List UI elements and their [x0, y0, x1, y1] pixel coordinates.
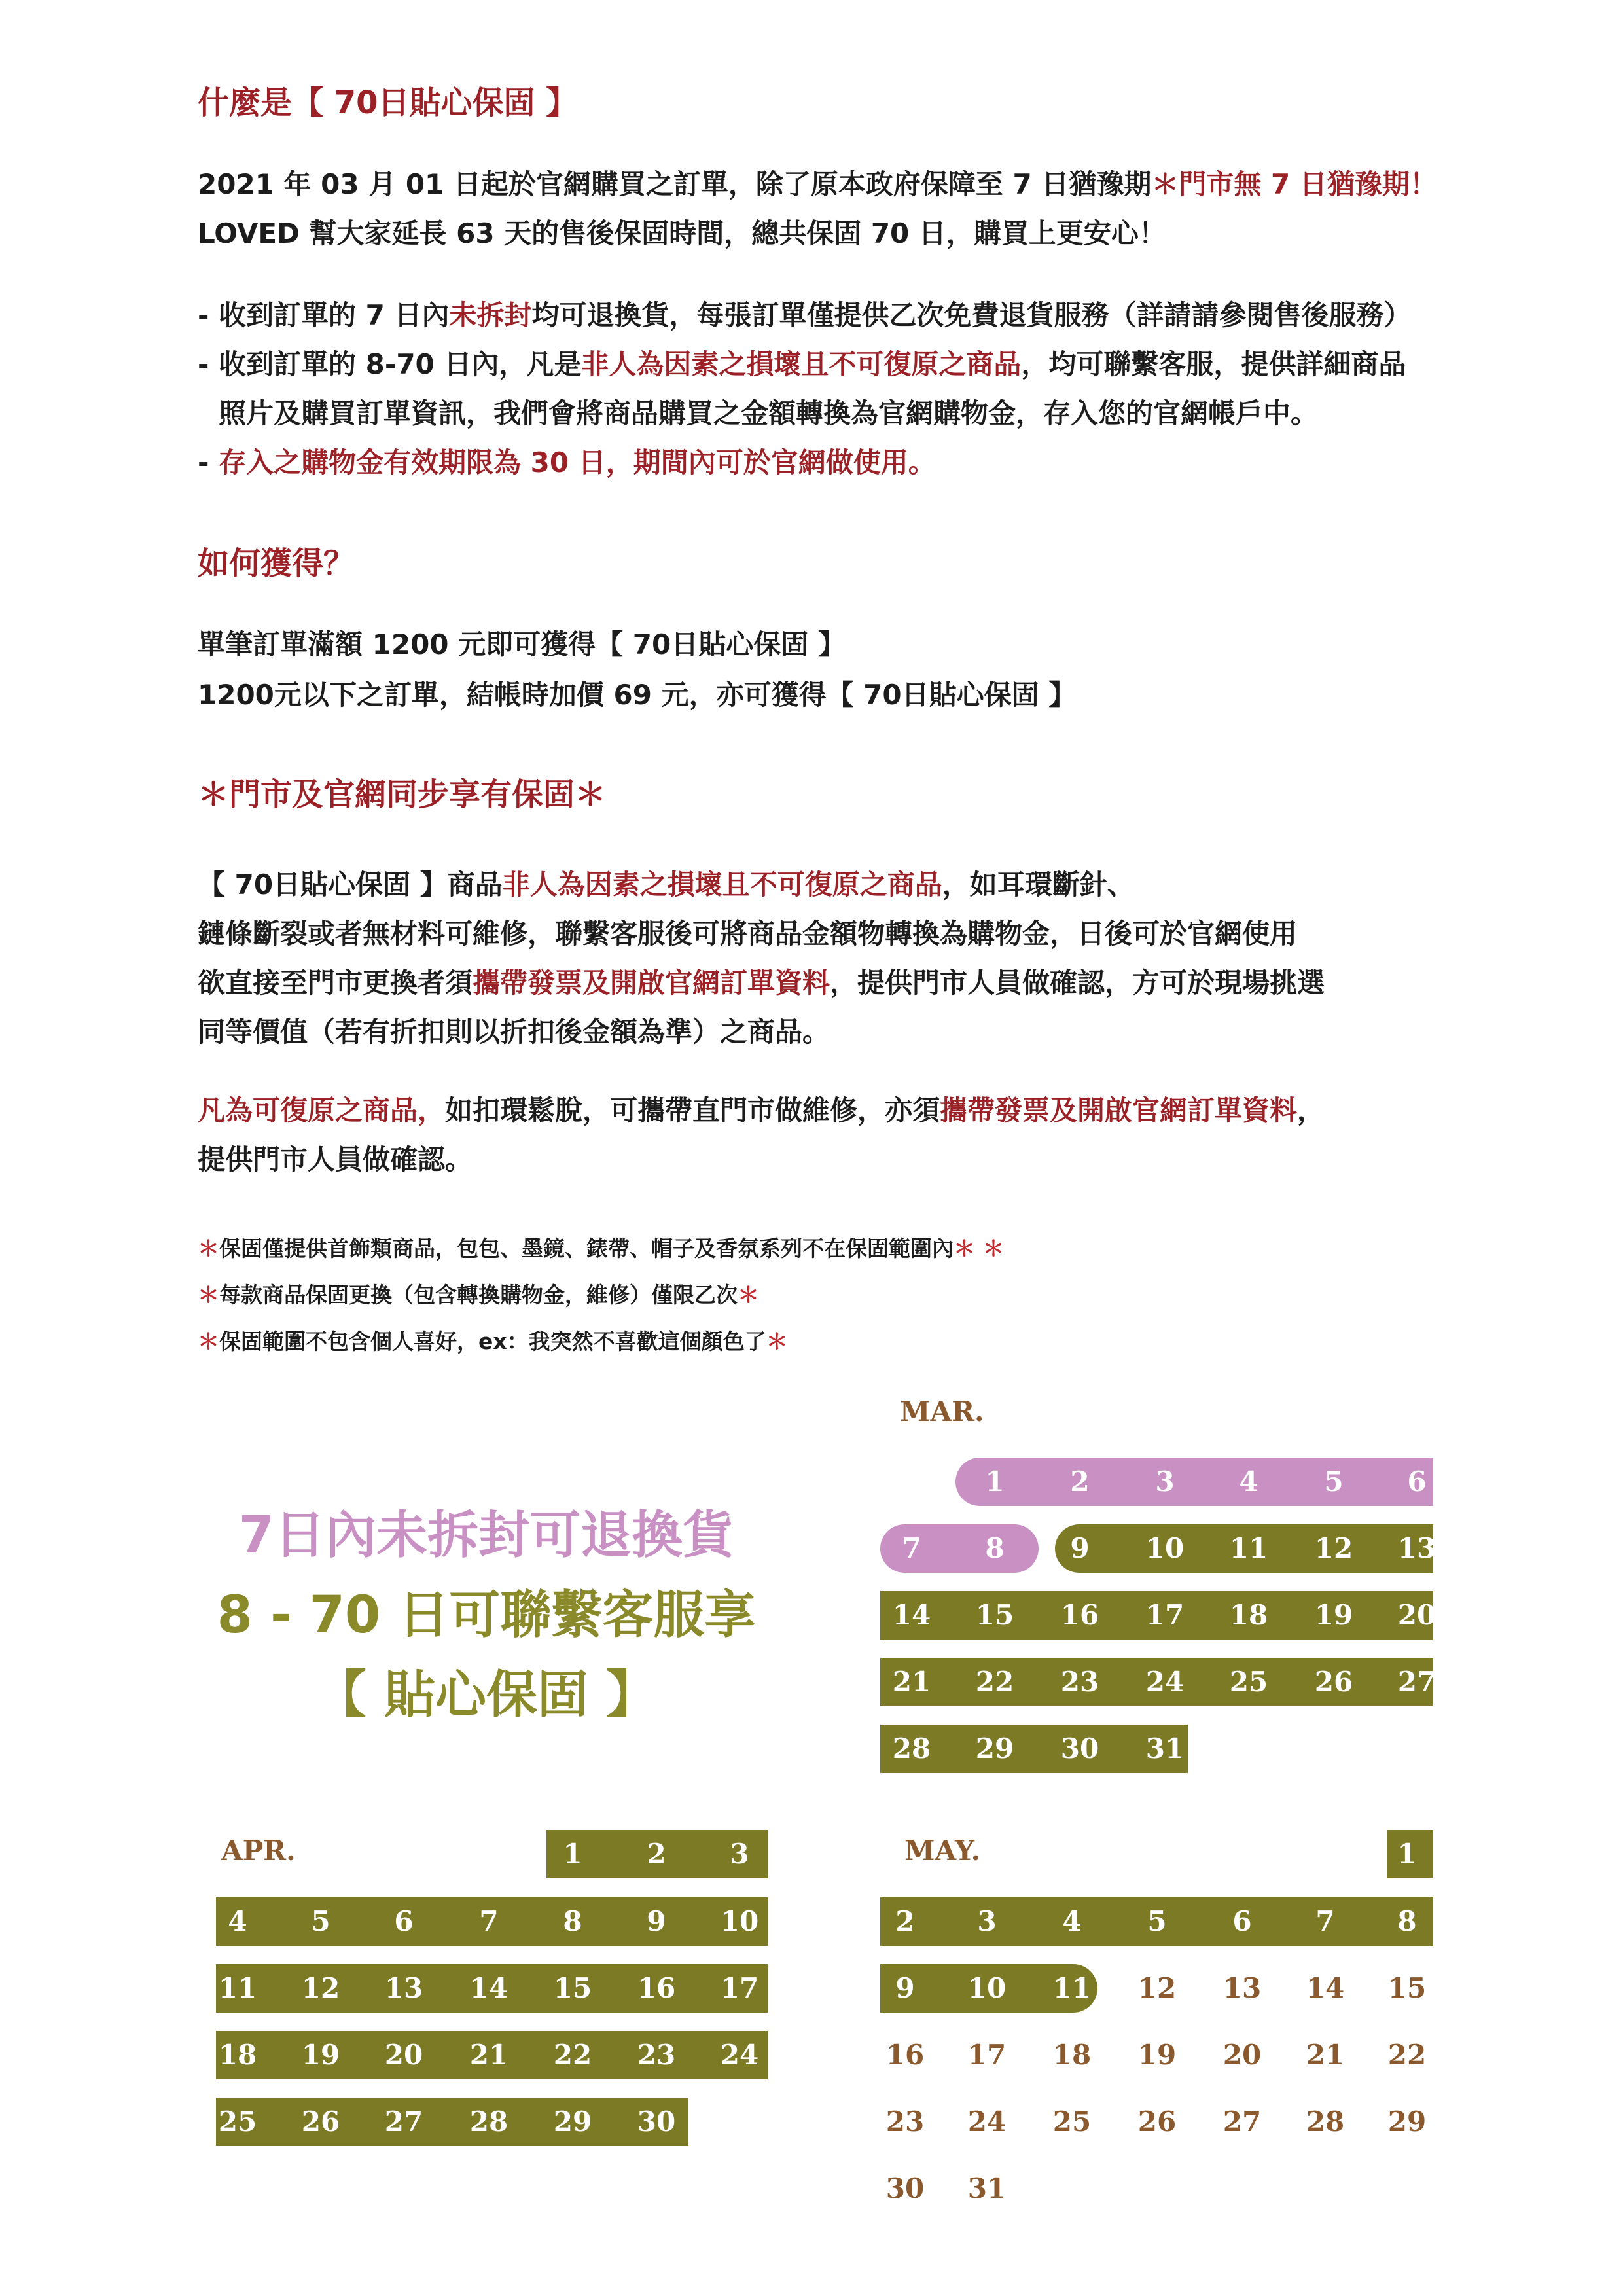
intro-text: 2021 年 03 月 01 日起於官網購買之訂單，除了原本政府保障至 7 日猶豫期 [198, 168, 1152, 200]
calendar-day: 9 [647, 1905, 666, 1937]
calendar-day: 9 [895, 1972, 915, 2004]
note-3 [198, 1325, 788, 1355]
store-para-text-end: ，如耳環斷針、 [942, 869, 1135, 901]
calendar-day: 25 [218, 2106, 257, 2138]
promo-line-1: 7日內未拆封可退換貨 [238, 1506, 734, 1565]
calendar-day: 5 [311, 1905, 330, 1937]
calendar-day: 10 [1145, 1532, 1185, 1564]
store-para-line-2: 鏈條斷裂或者無材料可維修，聯繫客服後可將商品金額物轉換為購物金，日後可於官網使用 [198, 918, 1298, 950]
calendar-day: 21 [469, 2039, 508, 2071]
calendar-day: 19 [1314, 1599, 1353, 1631]
bullet-2 [198, 345, 1406, 384]
calendar-day: 26 [1137, 2106, 1177, 2138]
calendar-day: 18 [1229, 1599, 1268, 1631]
promo-line-2: 8 - 70 日可聯繫客服享 [217, 1586, 756, 1645]
calendar-day: 17 [1145, 1599, 1185, 1631]
bullet-2-highlight: 非人為因素之損壞且不可復原之商品 [581, 348, 1022, 380]
section-title-what-is: 什麼是【 70日貼心保固 】 [198, 84, 578, 121]
calendar-day: 20 [1397, 1599, 1436, 1631]
calendar-day: 9 [1070, 1532, 1090, 1564]
promo-line-3: 【 貼心保固 】 [315, 1666, 658, 1725]
month-label-mar: MAR. [900, 1395, 984, 1427]
bullet-1-highlight: 未拆封 [449, 299, 532, 331]
how-line-1: 單筆訂單滿額 1200 元即可獲得【 70日貼心保固 】 [198, 628, 846, 660]
calendar-day: 3 [730, 1838, 749, 1870]
calendar-day: 21 [1306, 2039, 1345, 2071]
calendar-day: 4 [1239, 1465, 1258, 1498]
note-star-end: ＊ [766, 1329, 788, 1354]
calendar-day: 15 [1387, 1972, 1427, 2004]
note-text: 保固範圍不包含個人喜好，ex：我突然不喜歡這個顏色了 [219, 1329, 766, 1354]
note-star: ＊ [198, 1236, 219, 1261]
calendar-day: 24 [720, 2039, 759, 2071]
calendar-day: 11 [1052, 1972, 1092, 2004]
calendar-day: 28 [892, 1732, 931, 1765]
calendar-day: 4 [228, 1905, 247, 1937]
calendar-day: 10 [720, 1905, 759, 1937]
store-para-3-highlight: 攜帶發票及開啟官網訂單資料 [473, 967, 830, 999]
note-1 [198, 1232, 1005, 1263]
calendar-day: 7 [902, 1532, 921, 1564]
calendar-day: 1 [563, 1838, 582, 1870]
calendar-day: 28 [1306, 2106, 1345, 2138]
calendar-day: 18 [218, 2039, 257, 2071]
calendar-day: 15 [975, 1599, 1014, 1631]
calendar-day: 30 [885, 2172, 925, 2204]
month-label-may: MAY. [904, 1835, 981, 1867]
calendar-day: 3 [977, 1905, 997, 1937]
calendar-day: 26 [1314, 1666, 1353, 1698]
calendar-day: 19 [1137, 2039, 1177, 2071]
store-para-line-1 [198, 865, 1135, 905]
store-para-highlight: 非人為因素之損壞且不可復原之商品 [502, 869, 942, 901]
bullet-2-text-end: ，均可聯繫客服，提供詳細商品 [1021, 348, 1406, 380]
calendar-day: 30 [1060, 1732, 1099, 1765]
calendar-day: 22 [553, 2039, 592, 2071]
calendar-day: 23 [1060, 1666, 1099, 1698]
calendar-day: 12 [1314, 1532, 1353, 1564]
intro-line-1 [198, 165, 1437, 204]
note-star-end: ＊ [738, 1282, 759, 1308]
calendar-day: 12 [301, 1972, 340, 2004]
calendar-day: 4 [1062, 1905, 1082, 1937]
calendar-day: 23 [637, 2039, 676, 2071]
calendar-day: 1 [985, 1465, 1005, 1498]
calendar-day: 7 [1315, 1905, 1335, 1937]
calendar-day: 19 [301, 2039, 340, 2071]
bullet-2-text: - 收到訂單的 8-70 日內，凡是 [198, 348, 582, 380]
calendar-day: 5 [1147, 1905, 1167, 1937]
calendar-day: 5 [1324, 1465, 1344, 1498]
calendar-day: 14 [892, 1599, 931, 1631]
store-para-text: 【 70日貼心保固 】商品 [198, 869, 503, 901]
calendar-day: 6 [394, 1905, 414, 1937]
calendar-day: 8 [1397, 1905, 1417, 1937]
repair-para-line-2: 提供門市人員做確認。 [198, 1143, 473, 1175]
calendar-day: 16 [885, 2039, 925, 2071]
section-title-store-sync: ＊門市及官網同步享有保固＊ [198, 776, 607, 813]
calendar-day: 22 [975, 1666, 1014, 1698]
note-text: 每款商品保固更換（包含轉換購物金，維修）僅限乙次 [219, 1282, 738, 1308]
bullet-1-text-end: 均可退換貨，每張訂單僅提供乙次免費退貨服務（詳請請參閱售後服務） [531, 299, 1412, 331]
calendar-day: 16 [637, 1972, 676, 2004]
bullet-1-text: - 收到訂單的 7 日內 [198, 299, 450, 331]
calendar-day: 21 [892, 1666, 931, 1698]
calendar-bar [216, 2098, 688, 2146]
calendar-day: 13 [1397, 1532, 1436, 1564]
calendar-day: 17 [720, 1972, 759, 2004]
calendar-day: 18 [1052, 2039, 1092, 2071]
calendar-day: 6 [1232, 1905, 1252, 1937]
bullet-2-continued: 照片及購買訂單資訊，我們會將商品購買之金額轉換為官網購物金，存入您的官網帳戶中。 [219, 397, 1319, 429]
calendar-day: 31 [967, 2172, 1007, 2204]
calendar-day: 22 [1387, 2039, 1427, 2071]
bullet-3-highlight: 存入之購物金有效期限為 30 日，期間內可於官網做使用。 [219, 446, 936, 478]
repair-highlight-2: 攜帶發票及開啟官網訂單資料 [940, 1094, 1298, 1126]
calendar-day: 7 [479, 1905, 499, 1937]
calendar-day: 13 [1222, 1972, 1262, 2004]
calendar-day: 20 [384, 2039, 423, 2071]
repair-text-end: ， [1297, 1094, 1325, 1126]
calendar-day: 24 [967, 2106, 1007, 2138]
month-label-apr: APR. [221, 1835, 296, 1867]
calendar-day: 29 [975, 1732, 1014, 1765]
note-star: ＊ [198, 1282, 219, 1308]
calendar-day: 27 [384, 2106, 423, 2138]
calendar-day: 11 [218, 1972, 257, 2004]
calendar-day: 25 [1229, 1666, 1268, 1698]
calendar-day: 30 [637, 2106, 676, 2138]
calendar-day: 10 [967, 1972, 1007, 2004]
calendar-day: 6 [1407, 1465, 1427, 1498]
store-para-3-text: 欲直接至門市更換者須 [198, 967, 473, 999]
calendar-day: 13 [384, 1972, 423, 2004]
calendar-day: 16 [1060, 1599, 1099, 1631]
section-title-how-to-get: 如何獲得？ [198, 545, 355, 582]
calendar-bar [955, 1458, 1433, 1506]
store-para-line-4: 同等價值（若有折扣則以折扣後金額為準）之商品。 [198, 1016, 830, 1048]
bullet-3-dash: - [198, 446, 219, 478]
calendar-day: 27 [1397, 1666, 1436, 1698]
calendar-day: 12 [1137, 1972, 1177, 2004]
calendar-day: 17 [967, 2039, 1007, 2071]
calendar-day: 8 [563, 1905, 582, 1937]
calendar-day: 2 [647, 1838, 666, 1870]
calendar-day: 23 [885, 2106, 925, 2138]
calendar-day: 20 [1222, 2039, 1262, 2071]
calendar-day: 2 [1070, 1465, 1090, 1498]
calendar-day: 27 [1222, 2106, 1262, 2138]
calendar-day: 3 [1155, 1465, 1175, 1498]
store-para-3-text-end: ，提供門市人員做確認，方可於現場挑選 [830, 967, 1325, 999]
calendar-day: 14 [469, 1972, 508, 2004]
calendar-day: 2 [895, 1905, 915, 1937]
calendar-day: 25 [1052, 2106, 1092, 2138]
note-2 [198, 1278, 759, 1309]
calendar-day: 15 [553, 1972, 592, 2004]
calendar-day: 14 [1306, 1972, 1345, 2004]
calendar-day: 31 [1145, 1732, 1185, 1765]
note-text: 保固僅提供首飾類商品，包包、墨鏡、錶帶、帽子及香氛系列不在保固範圍內 [219, 1236, 954, 1261]
repair-para-line-1 [198, 1091, 1325, 1130]
bullet-1 [198, 296, 1412, 335]
calendar-day: 11 [1229, 1532, 1268, 1564]
store-no-trial-note: ＊門市無 7 日猶豫期！ [1151, 168, 1437, 200]
calendar-day: 8 [985, 1532, 1005, 1564]
repair-highlight-1: 凡為可復原之商品， [198, 1094, 446, 1126]
store-para-line-3 [198, 963, 1325, 1003]
bullet-3 [198, 443, 936, 482]
how-line-2: 1200元以下之訂單，結帳時加價 69 元，亦可獲得【 70日貼心保固 】 [198, 679, 1077, 711]
calendar-day: 28 [469, 2106, 508, 2138]
calendar-day: 29 [1387, 2106, 1427, 2138]
repair-text: 如扣環鬆脫，可攜帶直門市做維修，亦須 [445, 1094, 940, 1126]
note-star: ＊ [198, 1329, 219, 1354]
calendar-day: 26 [301, 2106, 340, 2138]
calendar-day: 29 [553, 2106, 592, 2138]
note-star-end: ＊ ＊ [954, 1236, 1005, 1261]
calendar-day: 24 [1145, 1666, 1185, 1698]
intro-line-2: LOVED 幫大家延長 63 天的售後保固時間，總共保固 70 日，購買上更安心！ [198, 217, 1166, 249]
calendar-day: 1 [1397, 1838, 1417, 1870]
